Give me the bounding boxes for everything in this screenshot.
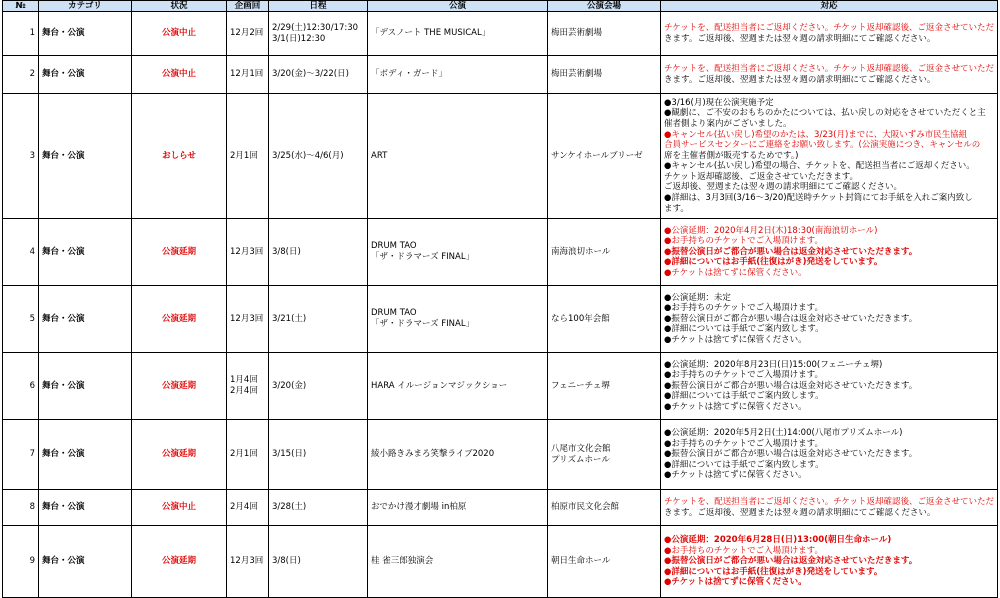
- performance-cell: DRUM TAO 「ザ・ドラマーズ FINAL」: [368, 219, 548, 286]
- row-number: 7: [3, 420, 39, 490]
- response-line: きます。ご返却後、翌週または翌々週の請求明細にてご確認ください。: [664, 74, 936, 85]
- schedule-cell: 3/25(水)～4/6(月): [269, 94, 368, 219]
- schedule-cell: 3/28(土): [269, 490, 368, 526]
- response-line: ご返却後、翌週または翌々週の請求明細にてご確認ください。: [664, 182, 903, 193]
- response-line: ●3/16(月)現在公演実施予定: [664, 97, 774, 108]
- row-number: 5: [3, 286, 39, 353]
- response-line: チケットを、配送担当者にご返却ください。チケット返却確認後、ご返金させていただ: [664, 496, 994, 507]
- response-line: ●キャンセル(払い戻し)希望の場合、チケットを、配送担当者にご返却ください。: [664, 161, 975, 172]
- header-status: 状況: [132, 1, 227, 12]
- response-cell: [661, 219, 998, 286]
- response-line: ●チケットは捨てずに保管ください。: [664, 334, 807, 345]
- row-number: 3: [3, 94, 39, 219]
- performance-cell: 「デスノート THE MUSICAL」: [368, 12, 548, 56]
- category-cell: 舞台・公演: [39, 219, 132, 286]
- category-cell: 舞台・公演: [39, 56, 132, 94]
- status-cell: おしらせ: [132, 94, 227, 219]
- response-line: ●お手持ちのチケットでご入場頂けます。: [664, 545, 823, 556]
- response-line: ●詳細については手紙でご案内致します。: [664, 459, 824, 470]
- response-line: ●キャンセル(払い戻し)希望のかたは、3/23(月)までに、大阪いずみ市民生協組: [664, 129, 968, 140]
- table-row: [3, 353, 998, 420]
- response-line: ●振替公演日がご都合が悪い場合は返金対応させていただきます。: [664, 313, 918, 324]
- venue-cell: 八尾市文化会館 プリズムホール: [548, 420, 661, 490]
- response-line: ●お手持ちのチケットでご入場頂けます。: [664, 236, 823, 247]
- status-cell: 公演延期: [132, 219, 227, 286]
- performance-cell: ART: [368, 94, 548, 219]
- status-cell: 公演中止: [132, 12, 227, 56]
- kikaku-cell: 2月1回: [227, 94, 269, 219]
- performance-cell: 綾小路きみまろ笑撃ライブ2020: [368, 420, 548, 490]
- response-line: ●詳細は、3月3回(3/16～3/20)配送時チケット封筒にてお手紙を入れご案内致し: [664, 193, 973, 204]
- response-cell: [661, 490, 998, 526]
- response-line: ●振替公演日がご都合が悪い場合は返金対応させていただきます。: [664, 556, 918, 567]
- table-row: [3, 286, 998, 353]
- response-line: ●お手持ちのチケットでご入場頂けます。: [664, 370, 823, 381]
- table-row: [3, 94, 998, 219]
- header-venue: 公演会場: [548, 1, 661, 12]
- response-line: ます。: [664, 203, 689, 214]
- response-line: ●振替公演日がご都合が悪い場合は返金対応させていただきます。: [664, 246, 918, 257]
- response-line: ●お手持ちのチケットでご入場頂けます。: [664, 438, 823, 449]
- category-cell: 舞台・公演: [39, 94, 132, 219]
- status-cell: 公演中止: [132, 490, 227, 526]
- response-cell: [661, 56, 998, 94]
- schedule-cell: 3/15(日): [269, 420, 368, 490]
- schedule-cell: 2/29(土)12:30/17:30 3/1(日)12:30: [269, 12, 368, 56]
- response-line: 合員サービスセンターにご連絡をお願い致します。(公演実施につき、キャンセルの: [664, 140, 981, 151]
- kikaku-cell: 12月2回: [227, 12, 269, 56]
- table-row: [3, 56, 998, 94]
- response-line: チケットを、配送担当者にご返却ください。チケット返却確認後、ご返金させていただ: [664, 22, 994, 33]
- table-row: [3, 526, 998, 598]
- response-line: ●お手持ちのチケットでご入場頂けます。: [664, 303, 823, 314]
- status-cell: 公演延期: [132, 353, 227, 420]
- row-number: 8: [3, 490, 39, 526]
- performance-status-table: [2, 0, 998, 598]
- schedule-cell: 3/20(金)～3/22(日): [269, 56, 368, 94]
- table-row: [3, 219, 998, 286]
- table-row: [3, 420, 998, 490]
- venue-cell: 梅田芸術劇場: [548, 12, 661, 56]
- kikaku-cell: 12月3回: [227, 526, 269, 598]
- schedule-cell: 3/8(日): [269, 219, 368, 286]
- response-line: 席を主催者側が販売するためです。): [664, 150, 799, 161]
- header-category: カテゴリ: [39, 1, 132, 12]
- response-line: ●詳細についてはお手紙(往復はがき)発送をしています。: [664, 566, 883, 577]
- row-number: 6: [3, 353, 39, 420]
- table-header-row: [3, 1, 998, 12]
- row-number: 4: [3, 219, 39, 286]
- venue-cell: 梅田芸術劇場: [548, 56, 661, 94]
- response-cell: [661, 12, 998, 56]
- status-cell: 公演延期: [132, 420, 227, 490]
- kikaku-cell: 12月3回: [227, 286, 269, 353]
- kikaku-cell: 2月4回: [227, 490, 269, 526]
- table-row: [3, 12, 998, 56]
- response-cell: [661, 286, 998, 353]
- performance-cell: おでかけ漫才劇場 in柏原: [368, 490, 548, 526]
- response-cell: [661, 526, 998, 598]
- response-line: ●チケットは捨てずに保管ください。: [664, 401, 807, 412]
- response-line: ●詳細については手紙でご案内致します。: [664, 391, 824, 402]
- response-line: きます。ご返却後、翌週または翌々週の請求明細にてご確認ください。: [664, 33, 936, 44]
- response-line: ●振替公演日がご都合が悪い場合は返金対応させていただきます。: [664, 449, 918, 460]
- performance-cell: 桂 雀三郎独演会: [368, 526, 548, 598]
- response-line: ●詳細についてはお手紙(往復はがき)発送をしています。: [664, 257, 883, 268]
- venue-cell: 朝日生命ホール: [548, 526, 661, 598]
- response-line: ●観劇に、ご不安のおもちのかたについては、払い戻しの対応をさせていただくと主: [664, 108, 986, 119]
- header-no: №: [3, 1, 39, 12]
- response-line: きます。ご返却後、翌週または翌々週の請求明細にてご確認ください。: [664, 507, 936, 518]
- row-number: 9: [3, 526, 39, 598]
- header-kikaku: 企画回: [227, 1, 269, 12]
- kikaku-cell: 2月1回: [227, 420, 269, 490]
- kikaku-cell: 12月1回: [227, 56, 269, 94]
- venue-cell: 柏原市民文化会館: [548, 490, 661, 526]
- status-cell: 公演延期: [132, 526, 227, 598]
- category-cell: 舞台・公演: [39, 490, 132, 526]
- row-number: 2: [3, 56, 39, 94]
- header-schedule: 日程: [269, 1, 368, 12]
- response-line: ●公演延期：未定: [664, 292, 731, 303]
- table-body: [3, 12, 998, 598]
- header-response: 対応: [661, 1, 998, 12]
- venue-cell: なら100年会館: [548, 286, 661, 353]
- schedule-cell: 3/20(金): [269, 353, 368, 420]
- response-line: ●振替公演日がご都合が悪い場合は返金対応させていただきます。: [664, 380, 918, 391]
- category-cell: 舞台・公演: [39, 353, 132, 420]
- status-cell: 公演中止: [132, 56, 227, 94]
- response-line: チケット返却確認後、ご返金させていただきます。: [664, 171, 859, 182]
- schedule-cell: 3/8(日): [269, 526, 368, 598]
- response-line: ●公演延期：2020年5月2日(土)14:00(八尾市プリズムホール): [664, 428, 903, 439]
- response-line: ●詳細については手紙でご案内致します。: [664, 324, 824, 335]
- category-cell: 舞台・公演: [39, 526, 132, 598]
- response-line: ●公演延期：2020年8月23日(日)15:00(フェニーチェ堺): [664, 359, 883, 370]
- venue-cell: 南海浪切ホール: [548, 219, 661, 286]
- category-cell: 舞台・公演: [39, 286, 132, 353]
- response-line: ●チケットは捨てずに保管ください。: [664, 267, 807, 278]
- kikaku-cell: 12月3回: [227, 219, 269, 286]
- venue-cell: サンケイホールブリーゼ: [548, 94, 661, 219]
- header-performance: 公演: [368, 1, 548, 12]
- response-line: ●公演延期：2020年6月28日(日)13:00(朝日生命ホール): [664, 535, 892, 546]
- performance-cell: 「ボディ・ガード」: [368, 56, 548, 94]
- response-cell: [661, 420, 998, 490]
- response-line: チケットを、配送担当者にご返却ください。チケット返却確認後、ご返金させていただ: [664, 63, 994, 74]
- category-cell: 舞台・公演: [39, 420, 132, 490]
- venue-cell: フェニーチェ堺: [548, 353, 661, 420]
- response-cell: [661, 94, 998, 219]
- response-line: ●チケットは捨てずに保管ください。: [664, 577, 807, 588]
- response-line: ●公演延期：2020年4月2日(木)18:30(南海浪切ホール): [664, 225, 878, 236]
- status-cell: 公演延期: [132, 286, 227, 353]
- performance-cell: HARA イルージョンマジックショー: [368, 353, 548, 420]
- kikaku-cell: 1月4回 2月4回: [227, 353, 269, 420]
- schedule-cell: 3/21(土): [269, 286, 368, 353]
- response-cell: [661, 353, 998, 420]
- performance-cell: DRUM TAO 「ザ・ドラマーズ FINAL」: [368, 286, 548, 353]
- response-line: 催者側より案内がございました。: [664, 118, 792, 129]
- response-line: ●チケットは捨てずに保管ください。: [664, 470, 807, 481]
- table-row: [3, 490, 998, 526]
- category-cell: 舞台・公演: [39, 12, 132, 56]
- row-number: 1: [3, 12, 39, 56]
